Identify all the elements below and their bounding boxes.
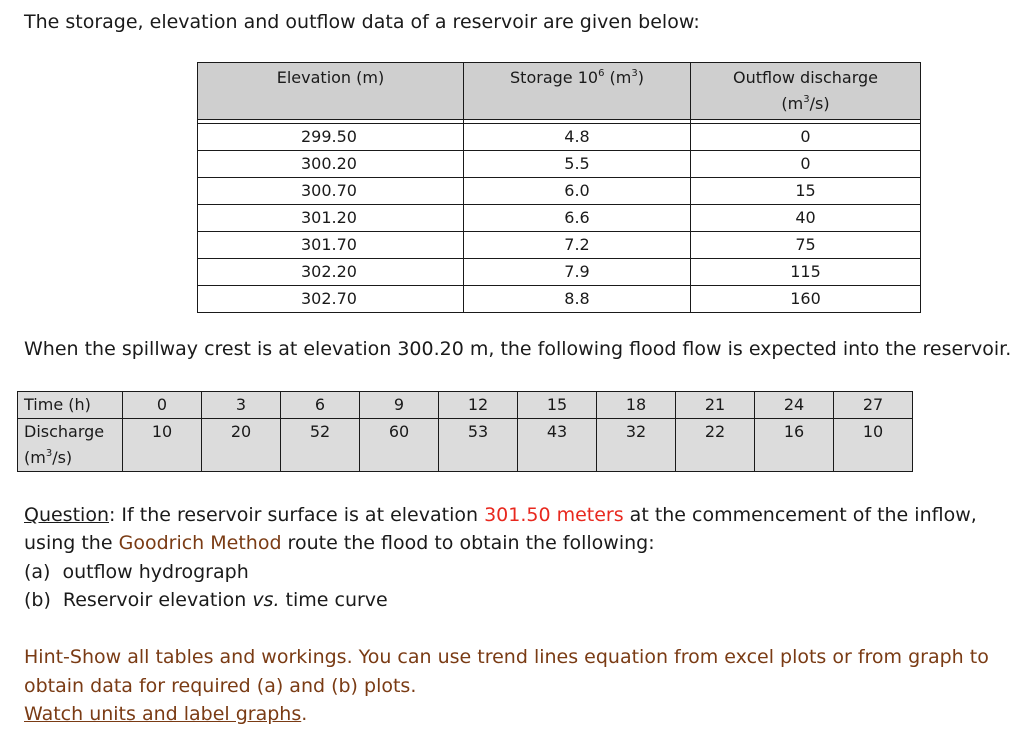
storage-cell: 4.8 [464,124,691,151]
time-row [18,392,913,419]
header-outflow-unit-open: (m [781,94,804,113]
flood-intro-text: When the spillway crest is at elevation 300.20 m, the following flood flow is expected into the reservoir. [24,338,1012,360]
header-outflow [691,63,921,120]
header-storage-unit-exp: 3 [631,68,638,79]
elevation-cell: 301.70 [198,232,464,259]
storage-cell: 7.9 [464,259,691,286]
discharge-unit-exp: 3 [45,448,53,459]
item-a-marker: (a) [24,561,51,583]
header-storage-exp: 6 [598,68,605,79]
table-row [198,151,921,178]
intro-text: The storage, elevation and outflow data of a reservoir are given below: [24,11,700,33]
header-outflow-line1: Outflow discharge [732,68,879,87]
elevation-cell: 302.70 [198,286,464,313]
header-elevation: Elevation (m) [198,63,464,120]
item-a-text: outflow hydrograph [62,561,249,583]
question-line-1 [24,501,977,529]
time-cell: 12 [439,392,518,419]
question-line2-a: using the [24,532,119,554]
discharge-cell: 53 [439,419,518,472]
elevation-cell: 300.70 [198,178,464,205]
table-row [198,124,921,151]
discharge-cell: 10 [834,419,913,472]
discharge-cell: 60 [360,419,439,472]
header-outflow-unit-exp: 3 [803,94,810,105]
reservoir-data-table [197,62,921,313]
elevation-cell: 302.20 [198,259,464,286]
question-label: Question [24,504,109,526]
header-storage-unit-open: (m [604,68,632,87]
table-row [198,286,921,313]
time-cell: 0 [123,392,202,419]
discharge-cell: 43 [518,419,597,472]
item-b-marker: (b) [24,589,51,611]
header-storage-prefix: Storage 10 [510,68,599,87]
time-cell: 15 [518,392,597,419]
discharge-cell: 20 [202,419,281,472]
time-cell: 6 [281,392,360,419]
outflow-cell: 160 [691,286,921,313]
discharge-cell: 10 [123,419,202,472]
elevation-cell: 301.20 [198,205,464,232]
table-row [198,205,921,232]
time-cell: 18 [597,392,676,419]
time-cell: 27 [834,392,913,419]
question-line2-b: route the flood to obtain the following: [281,532,655,554]
elevation-cell: 300.20 [198,151,464,178]
hint-line-1: Hint-Show all tables and workings. You can use trend lines equation from excel plots or from graph to [24,646,989,668]
outflow-cell: 0 [691,151,921,178]
item-b-italic: vs. [252,589,280,611]
outflow-cell: 0 [691,124,921,151]
discharge-row [18,419,913,472]
header-outflow-unit-close: /s) [809,94,830,113]
question-line-2 [24,529,655,557]
question-item-b [24,586,388,614]
question-line1-a: : If the reservoir surface is at elevation [108,504,485,526]
discharge-label [18,419,123,472]
hint-line-2: obtain data for required (a) and (b) plots. [24,675,417,697]
question-item-a [24,558,249,586]
discharge-cell: 52 [281,419,360,472]
question-line1-b: at the commencement of the inflow, [623,504,977,526]
hint-watch-units: Watch units and label graphs [24,703,302,725]
time-cell: 21 [676,392,755,419]
storage-cell: 8.8 [464,286,691,313]
outflow-cell: 40 [691,205,921,232]
outflow-cell: 75 [691,232,921,259]
header-storage-unit-close: ) [637,68,644,87]
table-row [198,259,921,286]
discharge-label-line1: Discharge [24,422,105,441]
header-storage [464,63,691,120]
item-b-text-a: Reservoir elevation [62,589,253,611]
discharge-cell: 16 [755,419,834,472]
hint-line-3 [24,700,307,728]
outflow-cell: 15 [691,178,921,205]
storage-cell: 5.5 [464,151,691,178]
question-elevation-highlight: 301.50 meters [484,504,624,526]
table-header-row [198,63,921,120]
outflow-cell: 115 [691,259,921,286]
discharge-unit-open: (m [24,448,46,467]
time-cell: 24 [755,392,834,419]
discharge-unit-close: /s) [52,448,73,467]
question-method-highlight: Goodrich Method [118,532,282,554]
time-cell: 9 [360,392,439,419]
table-row [198,178,921,205]
item-b-text-b: time curve [279,589,388,611]
elevation-cell: 299.50 [198,124,464,151]
hint-line3-end: . [301,703,308,725]
table-row [198,232,921,259]
inflow-hydrograph-table [17,391,913,472]
time-cell: 3 [202,392,281,419]
time-label: Time (h) [18,392,123,419]
storage-cell: 6.0 [464,178,691,205]
storage-cell: 6.6 [464,205,691,232]
discharge-cell: 22 [676,419,755,472]
discharge-cell: 32 [597,419,676,472]
storage-cell: 7.2 [464,232,691,259]
